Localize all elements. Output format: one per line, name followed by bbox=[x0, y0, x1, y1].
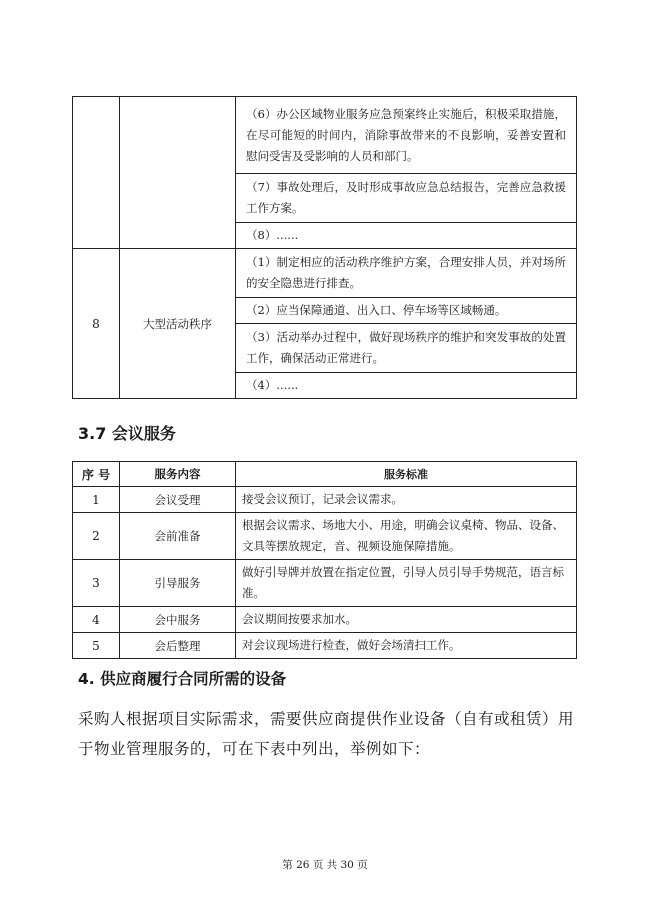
table-header-row bbox=[73, 462, 577, 487]
row-number: 1 bbox=[73, 487, 120, 513]
table-row bbox=[73, 633, 577, 659]
row-number: 2 bbox=[73, 513, 120, 560]
table-row bbox=[73, 97, 577, 174]
column-header: 序 号 bbox=[73, 462, 120, 487]
page-number: 第 26 页 共 30 页 bbox=[282, 859, 368, 871]
body-paragraph: 采购人根据项目实际需求，需要供应商提供作业设备（自有或租赁）用于物业管理服务的，可在下表中列出，举例如下： bbox=[78, 710, 575, 758]
table-row bbox=[73, 513, 577, 560]
standard-item: （3）活动举办过程中，做好现场秩序的维护和突发事故的处置工作，确保活动正常进行。 bbox=[236, 324, 577, 373]
row-title: 大型活动秩序 bbox=[120, 249, 236, 399]
section-heading: 3.7 会议服务 bbox=[78, 424, 176, 443]
table-row bbox=[73, 249, 577, 298]
table-row bbox=[73, 607, 577, 633]
table-row bbox=[73, 560, 577, 607]
service-content: 会中服务 bbox=[120, 607, 236, 633]
standard-item: （8）...... bbox=[236, 223, 577, 249]
row-number: 5 bbox=[73, 633, 120, 659]
column-header: 服务标准 bbox=[236, 462, 577, 487]
service-standard: 接受会议预订，记录会议需求。 bbox=[236, 487, 577, 513]
row-number: 4 bbox=[73, 607, 120, 633]
table-row bbox=[73, 487, 577, 513]
service-content: 会议受理 bbox=[120, 487, 236, 513]
column-header: 服务内容 bbox=[120, 462, 236, 487]
service-standard: 做好引导牌并放置在指定位置，引导人员引导手势规范，语言标准。 bbox=[236, 560, 577, 607]
standard-item: （6）办公区域物业服务应急预案终止实施后，积极采取措施，在尽可能短的时间内，消除事故带来的不良影响，妥善安置和慰问受害及受影响的人员和部门。 bbox=[236, 97, 577, 174]
standard-item: （7）事故处理后，及时形成事故应急总结报告，完善应急救援工作方案。 bbox=[236, 174, 577, 223]
service-standard: 对会议现场进行检查，做好会场清扫工作。 bbox=[236, 633, 577, 659]
row-number: 3 bbox=[73, 560, 120, 607]
standard-item: （1）制定相应的活动秩序维护方案，合理安排人员，并对场所的安全隐患进行排查。 bbox=[236, 249, 577, 298]
meeting-services-table bbox=[72, 461, 577, 659]
row-title bbox=[120, 97, 236, 249]
service-standard: 根据会议需求、场地大小、用途，明确会议桌椅、物品、设备、文具等摆放规定，音、视频设施保障措施。 bbox=[236, 513, 577, 560]
service-content: 会后整理 bbox=[120, 633, 236, 659]
section-heading: 4. 供应商履行合同所需的设备 bbox=[78, 670, 287, 688]
service-content: 会前准备 bbox=[120, 513, 236, 560]
service-standard: 会议期间按要求加水。 bbox=[236, 607, 577, 633]
row-number bbox=[73, 97, 120, 249]
emergency-services-table bbox=[72, 96, 577, 399]
service-content: 引导服务 bbox=[120, 560, 236, 607]
standard-item: （2）应当保障通道、出入口、停车场等区域畅通。 bbox=[236, 298, 577, 324]
row-number: 8 bbox=[73, 249, 120, 399]
standard-item: （4）...... bbox=[236, 373, 577, 399]
